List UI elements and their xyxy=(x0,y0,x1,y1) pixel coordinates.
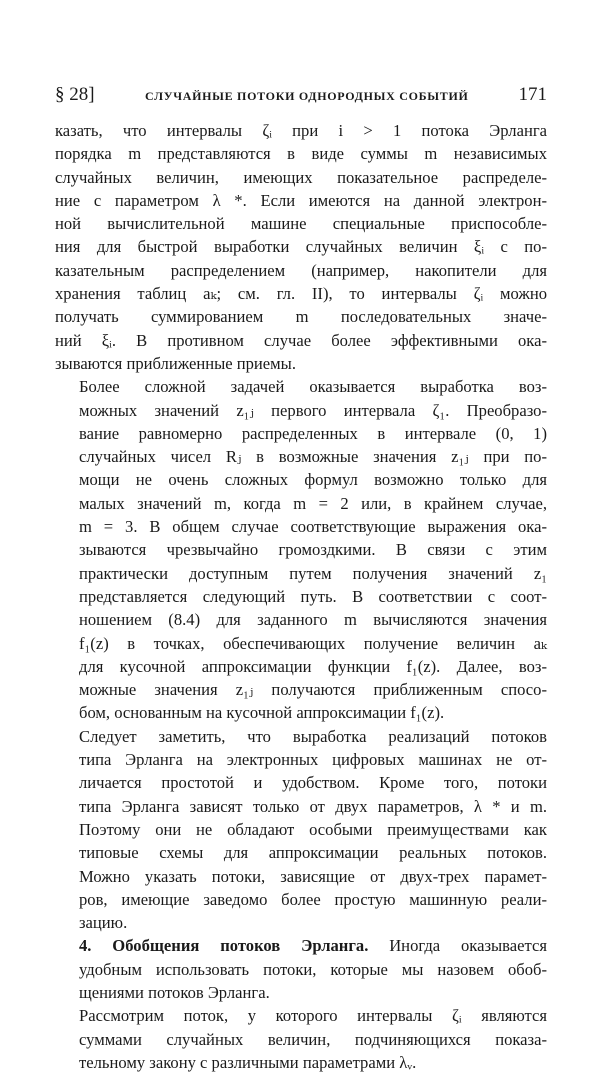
text-line: порядка m представляются в виде суммы m независимых xyxy=(55,144,547,164)
text-line: зываются приближенные приемы. xyxy=(55,353,296,373)
text-line: хранения таблиц aₖ; см. гл. II), то интервалы ζᵢ можно xyxy=(55,284,547,304)
text-line: личается простотой и удобством. Кроме того, потоки xyxy=(79,773,547,793)
text-line: получать суммированием m последовательных значе- xyxy=(55,307,547,327)
text-line: Можно указать потоки, зависящие от двух-трех парамет- xyxy=(79,866,547,886)
text-line: малых значений m, когда m = 2 или, в крайнем случае, xyxy=(79,493,547,513)
text-line xyxy=(55,934,547,957)
text-line: практически доступным путем получения значений z₁ xyxy=(79,563,547,583)
text-line: представляется следующий путь. В соответствии с соот- xyxy=(79,586,547,606)
text-line: зацию. xyxy=(79,913,128,933)
book-page xyxy=(55,82,547,1074)
text-line: типовые схемы для аппроксимации реальных потоков. xyxy=(79,843,547,863)
paragraph xyxy=(55,375,547,724)
text-line: Рассмотрим поток, у которого интервалы ζᵢ являются xyxy=(79,1006,547,1026)
text-line: суммами случайных величин, подчиняющихся показа- xyxy=(79,1029,547,1049)
text-line: f₁(z) в точках, обеспечивающих получение величин aₖ xyxy=(79,633,547,653)
text-line: удобным использовать потоки, которые мы назовем обоб- xyxy=(79,959,547,979)
text-line: казательным распределением (например, накопители для xyxy=(55,260,547,280)
paragraph xyxy=(55,934,547,1004)
text-line: для кусочной аппроксимации функции f₁(z). Далее, воз- xyxy=(79,656,547,676)
paragraph xyxy=(55,725,547,935)
text-line: ние с параметром λ *. Если имеются на данной электрон- xyxy=(55,190,547,210)
text-line: типа Эрланга на электронных цифровых машинах не от- xyxy=(79,750,547,770)
text-line: щениями потоков Эрланга. xyxy=(79,982,270,1002)
text-line: Следует заметить, что выработка реализаций потоков xyxy=(79,726,547,746)
text-line: мощи не очень сложных формул возможно только для xyxy=(79,470,547,490)
text-line: ной вычислительной машине специальные приспособле- xyxy=(55,214,547,234)
text-line: случайных величин, имеющих показательное распределе- xyxy=(55,167,547,187)
text-line: случайных чисел Rⱼ в возможные значения z₁ⱼ при по- xyxy=(79,447,547,467)
paragraph xyxy=(55,1004,547,1074)
text-line: можные значения z₁ⱼ получаются приближенным спосо- xyxy=(79,680,547,700)
paragraph xyxy=(55,119,547,375)
text-line: Поэтому они не обладают особыми преимуществами как xyxy=(79,819,547,839)
text-line: ния для быстрой выработки случайных величин ξᵢ с по- xyxy=(55,237,547,257)
text-line: тельному закону с различными параметрами λᵥ. xyxy=(79,1052,417,1072)
page-number: 171 xyxy=(518,84,547,105)
text-line: ношением (8.4) для заданного m вычисляются значения xyxy=(79,610,547,630)
running-title: СЛУЧАЙНЫЕ ПОТОКИ ОДНОРОДНЫХ СОБЫТИЙ xyxy=(145,89,469,103)
text-line: ров, имеющие заведомо более простую машинную реали- xyxy=(79,889,547,909)
text-line: бом, основанным на кусочной аппроксимации f₁(z). xyxy=(79,703,445,723)
section-marker: § 28] xyxy=(55,84,95,105)
text-line: зываются чрезвычайно громоздкими. В связи с этим xyxy=(79,540,547,560)
text-line: Более сложной задачей оказывается выработка воз- xyxy=(79,377,547,397)
subsection-heading: 4. Обобщения потоков Эрланга. xyxy=(79,936,369,956)
text-line: казать, что интервалы ζᵢ при i > 1 потока Эрланга xyxy=(55,121,547,140)
text-run: Иногда оказывается xyxy=(368,936,547,956)
running-head xyxy=(55,82,547,108)
body-text xyxy=(55,119,547,1074)
text-line: типа Эрланга зависят только от двух параметров, λ * и m. xyxy=(79,796,547,816)
text-line: m = 3. В общем случае соответствующие выражения ока- xyxy=(79,517,547,537)
text-line: можных значений z₁ⱼ первого интервала ζ₁. Преобразо- xyxy=(79,400,547,420)
text-line: ний ξᵢ. В противном случае более эффективными ока- xyxy=(55,330,547,350)
text-line: вание равномерно распределенных в интервале (0, 1) xyxy=(79,423,547,443)
